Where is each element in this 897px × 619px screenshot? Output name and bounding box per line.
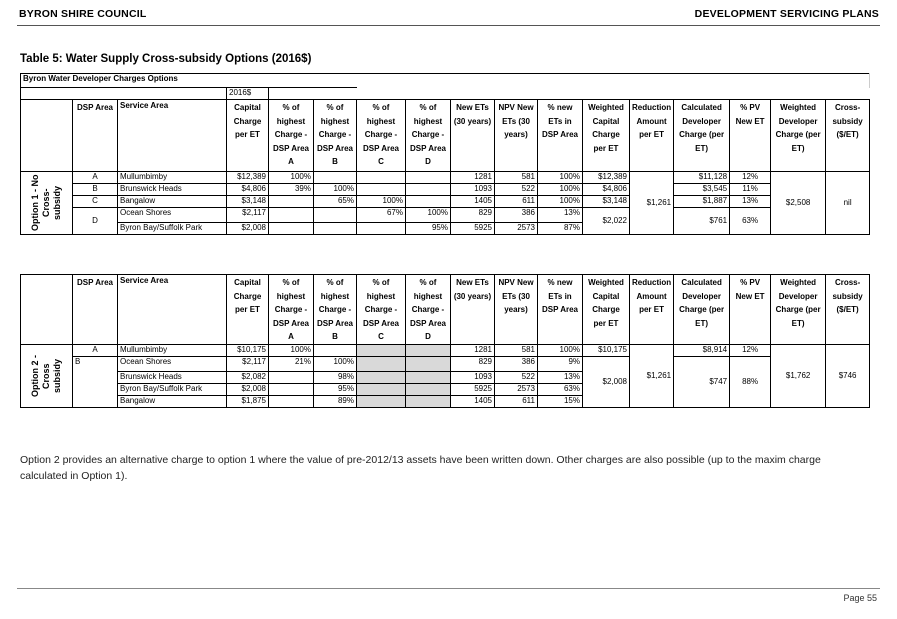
table-cell: 67%	[357, 208, 406, 223]
table-cell: 100%	[269, 345, 314, 357]
table-cell: 15%	[538, 396, 583, 408]
table-cell: $8,914	[674, 345, 730, 357]
table-cell: $747	[674, 357, 730, 408]
table-cell: 1405	[451, 396, 495, 408]
option1-weighted-dev: $2,508	[771, 172, 826, 235]
table-cell	[406, 372, 451, 384]
footer-divider	[17, 588, 880, 589]
table-cell: 13%	[730, 196, 771, 208]
table-cell: Bangalow	[118, 196, 227, 208]
table-title: Table 5: Water Supply Cross-subsidy Options (2016$)	[20, 53, 312, 65]
table-cell: 1093	[451, 184, 495, 196]
column-header: New ETs (30 years)	[451, 275, 495, 345]
table-cell: $2,008	[227, 223, 269, 235]
col-pct-c: % of highest Charge - DSP Area C	[357, 100, 406, 172]
table-cell: 100%	[357, 196, 406, 208]
col-pv-new: % PV New ET	[730, 100, 771, 172]
table-cell	[357, 184, 406, 196]
col-weighted-dev: Weighted Developer Charge (per ET)	[771, 100, 826, 172]
table-cell: C	[73, 196, 118, 208]
column-header: DSP Area	[73, 275, 118, 345]
table-cell: $4,806	[583, 184, 630, 196]
table-cell: 1281	[451, 345, 495, 357]
table-cell: 581	[495, 345, 538, 357]
table-cell	[314, 208, 357, 223]
header-right: DEVELOPMENT SERVICING PLANS	[694, 8, 879, 20]
table-row	[21, 196, 870, 208]
col-dsp-area: DSP Area	[73, 100, 118, 172]
table-cell: 100%	[269, 172, 314, 184]
option-label-text: Option 2 - Cross subsidy	[30, 355, 62, 397]
col-capital-charge: Capital Charge per ET	[227, 100, 269, 172]
table-cell	[21, 88, 227, 100]
table-cell: $4,806	[227, 184, 269, 196]
table-cell: $3,148	[583, 196, 630, 208]
table-cell: 100%	[314, 184, 357, 196]
table-cell: 522	[495, 372, 538, 384]
table-cell	[357, 223, 406, 235]
table-cell: 88%	[730, 357, 771, 408]
table-cell: $1,875	[227, 396, 269, 408]
table-cell	[357, 345, 406, 357]
table-cell: 829	[451, 208, 495, 223]
col-new-ets: New ETs (30 years)	[451, 100, 495, 172]
table-cell: $12,389	[227, 172, 269, 184]
column-header: % new ETs in DSP Area	[538, 275, 583, 345]
col-npv-new: NPV New ETs (30 years)	[495, 100, 538, 172]
table-cell: 9%	[538, 357, 583, 372]
col-calculated: Calculated Developer Charge (per ET)	[674, 100, 730, 172]
table-cell	[357, 384, 406, 396]
col-pct-b: % of highest Charge - DSP Area B	[314, 100, 357, 172]
table-cell	[357, 357, 406, 372]
header-left: BYRON SHIRE COUNCIL	[19, 8, 147, 20]
page-number: Page 55	[843, 593, 877, 603]
table-cell: 95%	[314, 384, 357, 396]
table-cell: Brunswick Heads	[118, 372, 227, 384]
option2-label	[21, 345, 73, 408]
table-cell	[406, 196, 451, 208]
table-cell: 100%	[538, 184, 583, 196]
table-cell: 89%	[314, 396, 357, 408]
table-cell: 386	[495, 357, 538, 372]
table-row	[21, 172, 870, 184]
table-row	[21, 184, 870, 196]
table-cell	[269, 396, 314, 408]
column-header: Weighted Capital Charge per ET	[583, 275, 630, 345]
table-cell: $1,887	[674, 196, 730, 208]
col-reduction: Reduction Amount per ET	[630, 100, 674, 172]
table-cell	[269, 384, 314, 396]
table-cell	[406, 184, 451, 196]
column-header: Weighted Developer Charge (per ET)	[771, 275, 826, 345]
col-pct-new: % new ETs in DSP Area	[538, 100, 583, 172]
option2-weighted-dev: $1,762	[771, 345, 826, 408]
table-cell: 1405	[451, 196, 495, 208]
table-cell: $761	[674, 208, 730, 235]
table-cell: Bangalow	[118, 396, 227, 408]
table-cell	[357, 372, 406, 384]
column-header: Cross-subsidy ($/ET)	[826, 275, 870, 345]
table-cell: Byron Bay/Suffolk Park	[118, 384, 227, 396]
table-cell: Brunswick Heads	[118, 184, 227, 196]
table-cell: 581	[495, 172, 538, 184]
table-row	[21, 357, 870, 372]
option2-table	[20, 274, 870, 408]
column-header: % of highest Charge - DSP Area C	[357, 275, 406, 345]
table-cell: 100%	[406, 208, 451, 223]
table-cell: Ocean Shores	[118, 357, 227, 372]
table-cell: 21%	[269, 357, 314, 372]
table-cell: 98%	[314, 372, 357, 384]
column-header: NPV New ETs (30 years)	[495, 275, 538, 345]
table-cell	[406, 357, 451, 372]
table-cell	[406, 396, 451, 408]
table-cell: B	[73, 184, 118, 196]
table-cell	[269, 372, 314, 384]
table-cell: $3,545	[674, 184, 730, 196]
table-cell: A	[73, 172, 118, 184]
table-cell	[357, 172, 406, 184]
table-cell: Mullumbimby	[118, 345, 227, 357]
table-cell: 63%	[730, 208, 771, 235]
table-cell: 386	[495, 208, 538, 223]
table-cell: $10,175	[583, 345, 630, 357]
table-cell: 65%	[314, 196, 357, 208]
table-cell: $12,389	[583, 172, 630, 184]
table-row	[21, 345, 870, 357]
table-row	[21, 208, 870, 223]
header-divider	[17, 25, 880, 26]
table-cell: 100%	[538, 196, 583, 208]
table-cell: $2,008	[583, 357, 630, 408]
column-header: % of highest Charge - DSP Area D	[406, 275, 451, 345]
table-cell	[314, 223, 357, 235]
option2-cross-subsidy: $746	[826, 345, 870, 408]
table-cell: $10,175	[227, 345, 269, 357]
table-cell: 611	[495, 196, 538, 208]
table-cell: 11%	[730, 184, 771, 196]
year-label: 2016$	[227, 88, 269, 100]
option1-table	[20, 73, 870, 235]
table-cell: $3,148	[227, 196, 269, 208]
table-cell: 63%	[538, 384, 583, 396]
table-cell: $2,008	[227, 384, 269, 396]
table-cell: 522	[495, 184, 538, 196]
column-header: % of highest Charge - DSP Area A	[269, 275, 314, 345]
table-cell: $2,022	[583, 208, 630, 235]
table-cell: D	[73, 208, 118, 235]
table-cell	[406, 345, 451, 357]
table-cell	[314, 345, 357, 357]
column-header: Capital Charge per ET	[227, 275, 269, 345]
table-cell: $2,117	[227, 357, 269, 372]
table-cell	[406, 384, 451, 396]
table-cell: 100%	[314, 357, 357, 372]
table-cell: $2,082	[227, 372, 269, 384]
table-cell: 12%	[730, 345, 771, 357]
option1-label	[21, 172, 73, 235]
table-cell: 12%	[730, 172, 771, 184]
column-header: Calculated Developer Charge (per ET)	[674, 275, 730, 345]
table-cell: 13%	[538, 208, 583, 223]
table-cell	[357, 396, 406, 408]
table-cell: 100%	[538, 172, 583, 184]
column-header: % of highest Charge - DSP Area B	[314, 275, 357, 345]
table-cell: 829	[451, 357, 495, 372]
table-cell	[269, 196, 314, 208]
column-header: Service Area	[118, 275, 227, 345]
explanatory-note: Option 2 provides an alternative charge to option 1 where the value of pre-2012/13 assets have been written down. Other charges are also possible (up to the maxim charge calculated in Option 1).	[20, 454, 821, 482]
table-cell: 2573	[495, 384, 538, 396]
column-header: Reduction Amount per ET	[630, 275, 674, 345]
option1-cross-subsidy: nil	[826, 172, 870, 235]
table-cell: 611	[495, 396, 538, 408]
table-cell: A	[73, 345, 118, 357]
table-cell: 1093	[451, 372, 495, 384]
table-cell: 39%	[269, 184, 314, 196]
table-cell	[406, 172, 451, 184]
table-cell	[269, 208, 314, 223]
table-cell: 5925	[451, 223, 495, 235]
col-pct-d: % of highest Charge - DSP Area D	[406, 100, 451, 172]
table-cell: Ocean Shores	[118, 208, 227, 223]
table-cell: Byron Bay/Suffolk Park	[118, 223, 227, 235]
table-cell	[314, 172, 357, 184]
table-cell	[357, 74, 870, 88]
table-cell: 95%	[406, 223, 451, 235]
table-cell: 5925	[451, 384, 495, 396]
table-cell: 87%	[538, 223, 583, 235]
table-cell	[269, 223, 314, 235]
table-cell	[21, 100, 73, 172]
col-weighted-capital: Weighted Capital Charge per ET	[583, 100, 630, 172]
col-pct-a: % of highest Charge - DSP Area A	[269, 100, 314, 172]
table-cell	[269, 88, 870, 100]
table-cell	[21, 275, 73, 345]
col-service-area: Service Area	[118, 100, 227, 172]
col-cross-subsidy: Cross-subsidy ($/ET)	[826, 100, 870, 172]
table-cell: 1281	[451, 172, 495, 184]
table-cell: $11,128	[674, 172, 730, 184]
table-cell: 100%	[538, 345, 583, 357]
table-cell: 2573	[495, 223, 538, 235]
option1-reduction: $1,261	[630, 172, 674, 235]
option2-reduction: $1,261	[630, 345, 674, 408]
table-cell: Mullumbimby	[118, 172, 227, 184]
column-header: % PV New ET	[730, 275, 771, 345]
table-cell: B	[73, 357, 118, 408]
table-cell: $2,117	[227, 208, 269, 223]
table-caption: Byron Water Developer Charges Options	[21, 74, 357, 88]
table-cell: 13%	[538, 372, 583, 384]
option-label-text: Option 1 - No Cross-subsidy	[30, 174, 62, 232]
